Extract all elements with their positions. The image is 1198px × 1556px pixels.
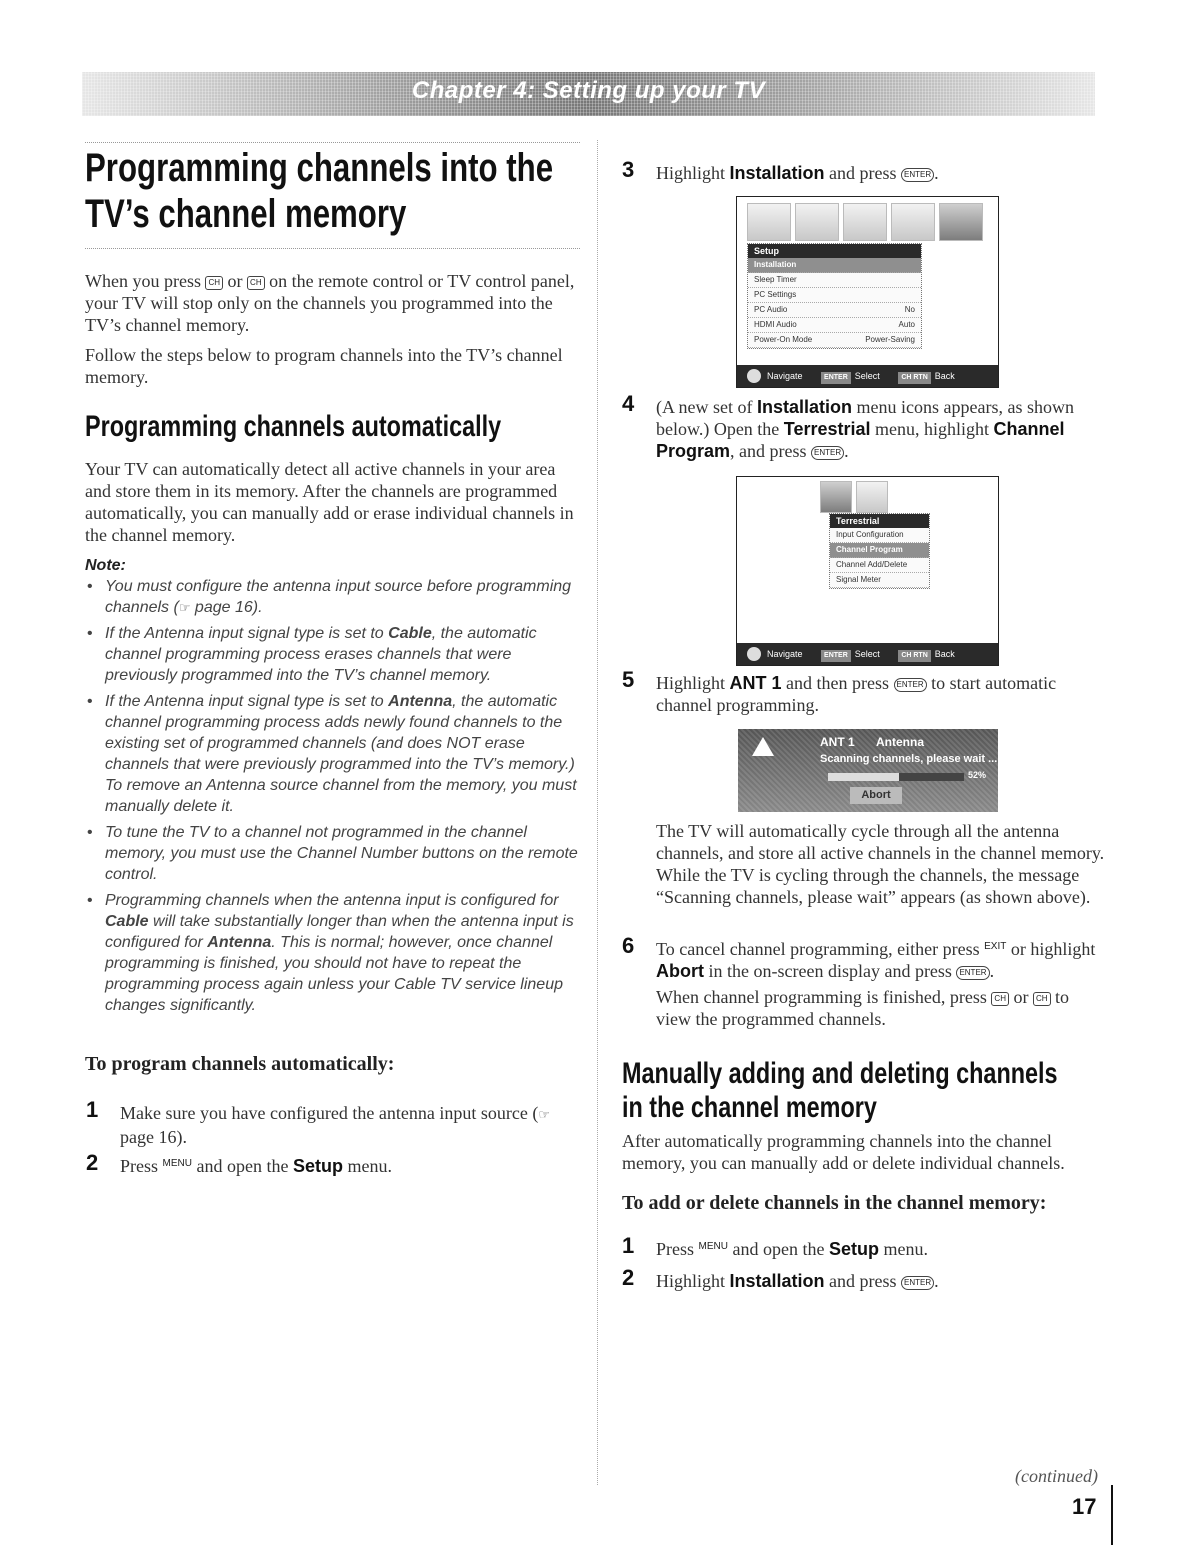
- column-divider: [597, 140, 598, 1485]
- enter-key-icon: ENTER: [894, 678, 927, 692]
- channel-up-key-icon: CH: [991, 992, 1009, 1006]
- menu-row-installation: Installation: [748, 258, 921, 273]
- abort-button: Abort: [850, 787, 902, 804]
- auto-step-2: 2 Press MENU and open the Setup menu.: [86, 1150, 392, 1176]
- note-item: • To tune the TV to a channel not programmed in the channel memory, you must use the Channel Number buttons on the remote control.: [85, 822, 585, 885]
- menu-row: Channel Add/Delete: [830, 558, 929, 573]
- auto-step-6: 6 To cancel channel programming, either press EXIT or highlight Abort in the on-screen display and press ENTER .: [622, 933, 1096, 981]
- chapter-banner: [82, 72, 1095, 116]
- intro-paragraph-2: Follow the steps below to program channels into the TV’s channel memory.: [85, 345, 563, 387]
- setup-menu-screenshot: [736, 196, 999, 388]
- menu-row: Sleep Timer: [748, 273, 921, 288]
- menu-key-icon: MENU: [698, 1241, 728, 1252]
- menu-row: Input Configuration: [830, 528, 929, 543]
- scan-progress-fill: [828, 773, 899, 781]
- manual-heading: Manually adding and deleting channels in the channel memory: [622, 1057, 1058, 1124]
- menu-row-channel-program: Channel Program: [830, 543, 929, 558]
- page-pointer-icon: ☞: [538, 1107, 551, 1122]
- audio-menu-icon: [795, 203, 839, 241]
- terrestrial-menu-panel: [829, 513, 930, 589]
- menu-navigation-bar: Navigate ENTER Select CH RTN Back: [737, 365, 998, 387]
- system-status-menu-icon: [856, 481, 888, 513]
- menu-key-icon: MENU: [162, 1158, 192, 1169]
- step6-paragraph: When channel programming is finished, press CH or CH to view the programmed channels.: [656, 987, 1070, 1029]
- channel-up-key-icon: CH: [205, 276, 223, 290]
- manual-step-2: 2 Highlight Installation and press ENTER .: [622, 1265, 939, 1291]
- terrestrial-menu-title: Terrestrial: [830, 514, 929, 528]
- warning-icon: [752, 737, 774, 756]
- menu-row: PC Settings: [748, 288, 921, 303]
- scan-signal-label: Antenna: [876, 735, 924, 749]
- scan-message: Scanning channels, please wait ...: [820, 753, 998, 765]
- note-item: • If the Antenna input signal type is set to Cable, the automatic channel programming process erases channels that were previously programmed into the TV’s channel memory.: [85, 623, 585, 686]
- page-number: 17: [1072, 1494, 1097, 1519]
- terrestrial-menu-icon: [820, 481, 852, 513]
- installation-icon-row: [820, 481, 888, 513]
- terrestrial-menu-screenshot: [736, 476, 999, 666]
- lock-menu-icon: [891, 203, 935, 241]
- manual-step-1: 1 Press MENU and open the Setup menu.: [622, 1233, 928, 1259]
- dpad-icon: [747, 647, 761, 661]
- continued-label: (continued): [1015, 1466, 1098, 1486]
- setup-menu-title: Setup: [748, 244, 921, 258]
- page-number-bar: [1111, 1485, 1113, 1545]
- setup-menu-panel: [747, 243, 922, 349]
- title-rule-top: [85, 142, 580, 143]
- auto-procedure-title: To program channels automatically:: [85, 1053, 395, 1075]
- channel-down-key-icon: CH: [247, 276, 265, 290]
- menu-row: HDMI Audio Auto: [748, 318, 921, 333]
- scan-input-label: ANT 1: [820, 735, 855, 749]
- scan-progress-bar: [828, 773, 964, 781]
- auto-step-1: 1 Make sure you have configured the antenna input source (☞ page 16).: [86, 1097, 551, 1147]
- manual-procedure-title: To add or delete channels in the channel memory:: [622, 1192, 1047, 1214]
- enter-key-icon: ENTER: [956, 966, 989, 980]
- menu-row: Power-On Mode Power-Saving: [748, 333, 921, 348]
- manual-paragraph: After automatically programming channels into the channel memory, you can manually add or delete individual channels.: [622, 1131, 1065, 1173]
- chapter-title: Chapter 4: Setting up your TV: [411, 77, 766, 104]
- scan-percent: 52%: [968, 770, 987, 780]
- notes-list: [85, 576, 585, 1021]
- enter-key-icon: ENTER: [901, 168, 934, 182]
- picture-menu-icon: [747, 203, 791, 241]
- intro-paragraph: When you press CH or CH on the remote control or TV control panel, your TV will stop only on the channels you programmed into the TV’s channel memory.: [85, 271, 575, 335]
- menu-row: PC Audio No: [748, 303, 921, 318]
- channel-down-key-icon: CH: [1033, 992, 1051, 1006]
- enter-key-icon: ENTER: [901, 1276, 934, 1290]
- enter-key-icon: ENTER: [811, 446, 844, 460]
- menu-icon-row: [747, 203, 983, 241]
- title-rule-bottom: [85, 248, 580, 249]
- auto-step-4: 4 (A new set of Installation menu icons appears, as shown below.) Open the Terrestrial menu, highlight Channel Program, and press ENTER .: [622, 391, 1074, 461]
- page-title: [85, 145, 585, 237]
- note-item: • Programming channels when the antenna input is configured for Cable will take substantially longer than when the antenna input is configured for Antenna. This is normal; however, once channel programming is finished, you should not have to repeat the programming process again unless your Cable TV service lineup changes significantly.: [85, 890, 585, 1016]
- page-title-line1: Programming channels into the: [85, 146, 554, 190]
- note-item: • If the Antenna input signal type is set to Antenna, the automatic channel programming process adds newly found channels to the existing set of programmed channels (and does NOT erase channels that were previously programmed into the TV’s memory.) To remove an Antenna source channel from the memory, you must manually delete it.: [85, 691, 585, 817]
- exit-key-icon: EXIT: [984, 941, 1007, 952]
- setup-menu-icon: [939, 203, 983, 241]
- auto-paragraph: Your TV can automatically detect all active channels in your area and store them in its memory. After the channels are programmed automatically, you can manually add or erase individual channels in the channel memory.: [85, 459, 574, 545]
- auto-step-3: 3 Highlight Installation and press ENTER .: [622, 157, 939, 183]
- menu-navigation-bar: Navigate ENTER Select CH RTN Back: [737, 643, 998, 665]
- note-item: • You must configure the antenna input source before programming channels (☞ page 16).: [85, 576, 585, 618]
- preferences-menu-icon: [843, 203, 887, 241]
- page-pointer-icon: ☞: [178, 600, 191, 615]
- auto-heading: Programming channels automatically: [85, 410, 502, 443]
- step5-paragraph: The TV will automatically cycle through all the antenna channels, and store all active channels in the channel memory. While the TV is cycling through the channels, the message “Scanning channels, please wait” appears (as shown above).: [656, 821, 1105, 907]
- note-label: Note:: [85, 557, 126, 574]
- page-title-line2: TV’s channel memory: [85, 192, 407, 236]
- dpad-icon: [747, 369, 761, 383]
- auto-step-5: 5 Highlight ANT 1 and then press ENTER to start automatic channel programming.: [622, 667, 1057, 715]
- scanning-dialog-screenshot: [738, 729, 998, 812]
- menu-row: Signal Meter: [830, 573, 929, 588]
